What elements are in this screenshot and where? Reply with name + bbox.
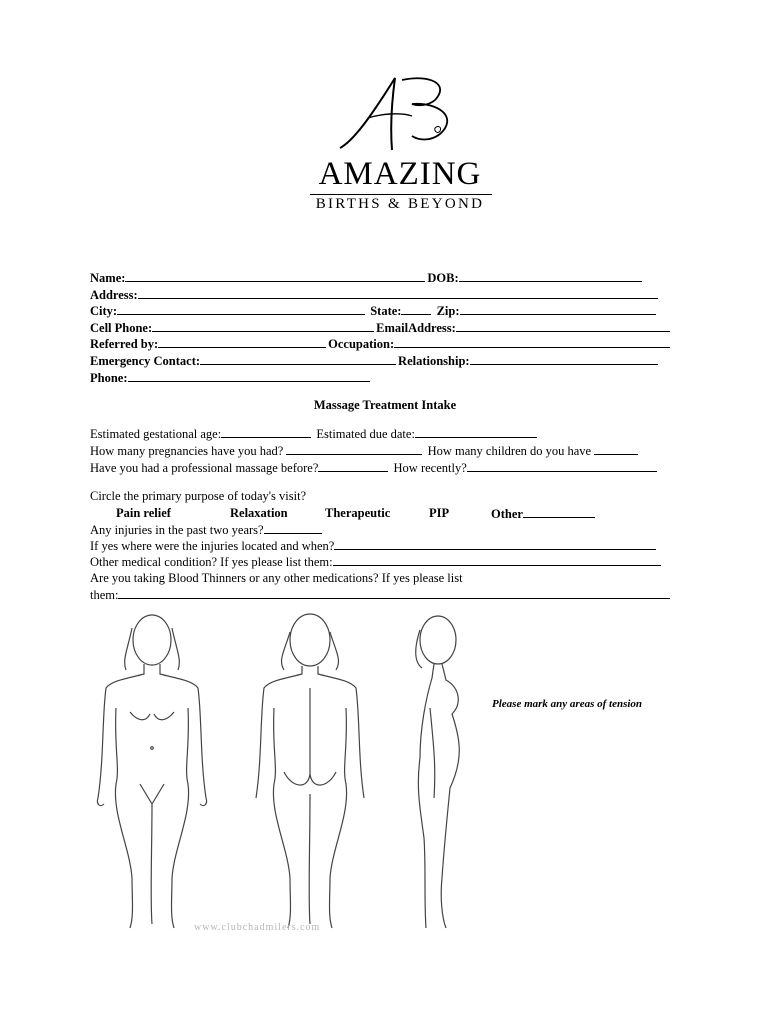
purpose-other xyxy=(491,506,597,522)
state-label: State: xyxy=(370,304,402,319)
row-medical xyxy=(90,554,663,570)
referred-by-label: Referred by: xyxy=(90,337,159,352)
recently-label: How recently? xyxy=(393,461,467,475)
row-phone-email xyxy=(90,320,672,337)
watermark: www.clubchadmilers.com xyxy=(194,922,321,933)
zip-label: Zip: xyxy=(436,304,460,319)
medical-label: Other medical condition? If yes please list them: xyxy=(90,555,333,569)
row-pregnancies xyxy=(90,443,640,459)
contact-fields xyxy=(90,270,672,386)
medications-field[interactable] xyxy=(118,587,670,599)
circle-purpose-label: Circle the primary purpose of today's visit? xyxy=(90,489,307,503)
due-date-field[interactable] xyxy=(415,426,537,438)
injuries-label: Any injuries in the past two years? xyxy=(90,523,264,537)
brand-divider xyxy=(310,194,492,195)
body-front-view[interactable] xyxy=(97,615,206,928)
row-emergency xyxy=(90,353,672,370)
email-field[interactable] xyxy=(456,320,670,332)
body-diagrams xyxy=(90,608,490,934)
medical-field[interactable] xyxy=(333,554,661,566)
relationship-label: Relationship: xyxy=(398,353,470,368)
occupation-field[interactable] xyxy=(394,336,670,348)
state-field[interactable] xyxy=(401,303,431,315)
purpose-other-field[interactable] xyxy=(523,506,595,518)
brand-tagline: BIRTHS & BEYOND xyxy=(315,196,485,212)
purpose-pip[interactable]: PIP xyxy=(429,506,450,520)
phone-label: Phone: xyxy=(90,370,128,385)
emergency-contact-label: Emergency Contact: xyxy=(90,353,201,368)
children-field[interactable] xyxy=(594,443,638,455)
gestational-age-field[interactable] xyxy=(221,426,311,438)
prof-massage-field[interactable] xyxy=(318,460,388,472)
phone-field[interactable] xyxy=(128,370,370,382)
row-name-dob xyxy=(90,270,672,287)
row-referred-occupation xyxy=(90,336,672,353)
purpose-relaxation[interactable]: Relaxation xyxy=(230,506,288,520)
city-field[interactable] xyxy=(117,303,365,315)
body-back-view[interactable] xyxy=(256,614,364,928)
city-label: City: xyxy=(90,304,118,319)
due-date-label: Estimated due date: xyxy=(316,427,415,441)
row-city xyxy=(90,303,672,320)
address-field[interactable] xyxy=(138,287,658,299)
recently-field[interactable] xyxy=(467,460,657,472)
row-address xyxy=(90,287,672,304)
gestational-age-label: Estimated gestational age: xyxy=(90,427,222,441)
row-gestation xyxy=(90,426,539,442)
row-injuries xyxy=(90,522,324,538)
children-label: How many children do you have xyxy=(427,444,592,458)
brand-name: AMAZING xyxy=(318,156,482,192)
row-phone xyxy=(90,370,672,387)
blood-thinners-label: Are you taking Blood Thinners or any other medications? If yes please list xyxy=(90,571,463,585)
purpose-other-label[interactable]: Other xyxy=(491,507,523,521)
name-field[interactable] xyxy=(125,270,425,282)
email-label: EmailAddress: xyxy=(376,320,456,335)
ab-monogram-icon xyxy=(300,70,500,160)
dob-field[interactable] xyxy=(459,270,642,282)
zip-field[interactable] xyxy=(460,303,656,315)
body-side-view[interactable] xyxy=(416,616,460,928)
them-label: them: xyxy=(90,588,119,602)
name-label: Name: xyxy=(90,271,126,285)
cell-phone-field[interactable] xyxy=(152,320,374,332)
occupation-label: Occupation: xyxy=(328,337,395,352)
emergency-contact-field[interactable] xyxy=(200,353,396,365)
pregnancies-label: How many pregnancies have you had? xyxy=(90,444,284,458)
injuries-field[interactable] xyxy=(264,522,322,534)
tension-note: Please mark any areas of tension xyxy=(492,698,643,710)
purpose-pain-relief[interactable]: Pain relief xyxy=(116,506,171,520)
injuries-where-label: If yes where were the injuries located and when? xyxy=(90,539,335,553)
section-title: Massage Treatment Intake xyxy=(313,398,457,412)
purpose-therapeutic[interactable]: Therapeutic xyxy=(325,506,391,520)
injuries-where-field[interactable] xyxy=(334,538,656,550)
relationship-field[interactable] xyxy=(470,353,658,365)
cell-phone-label: Cell Phone: xyxy=(90,320,153,335)
logo xyxy=(300,70,500,220)
prof-massage-label: Have you had a professional massage before? xyxy=(90,461,319,475)
address-label: Address: xyxy=(90,287,138,302)
referred-by-field[interactable] xyxy=(158,336,326,348)
dob-label: DOB: xyxy=(427,271,459,285)
pregnancies-field[interactable] xyxy=(286,443,422,455)
row-injuries-where xyxy=(90,538,658,554)
row-massage-history xyxy=(90,460,659,476)
row-medications xyxy=(90,587,672,603)
